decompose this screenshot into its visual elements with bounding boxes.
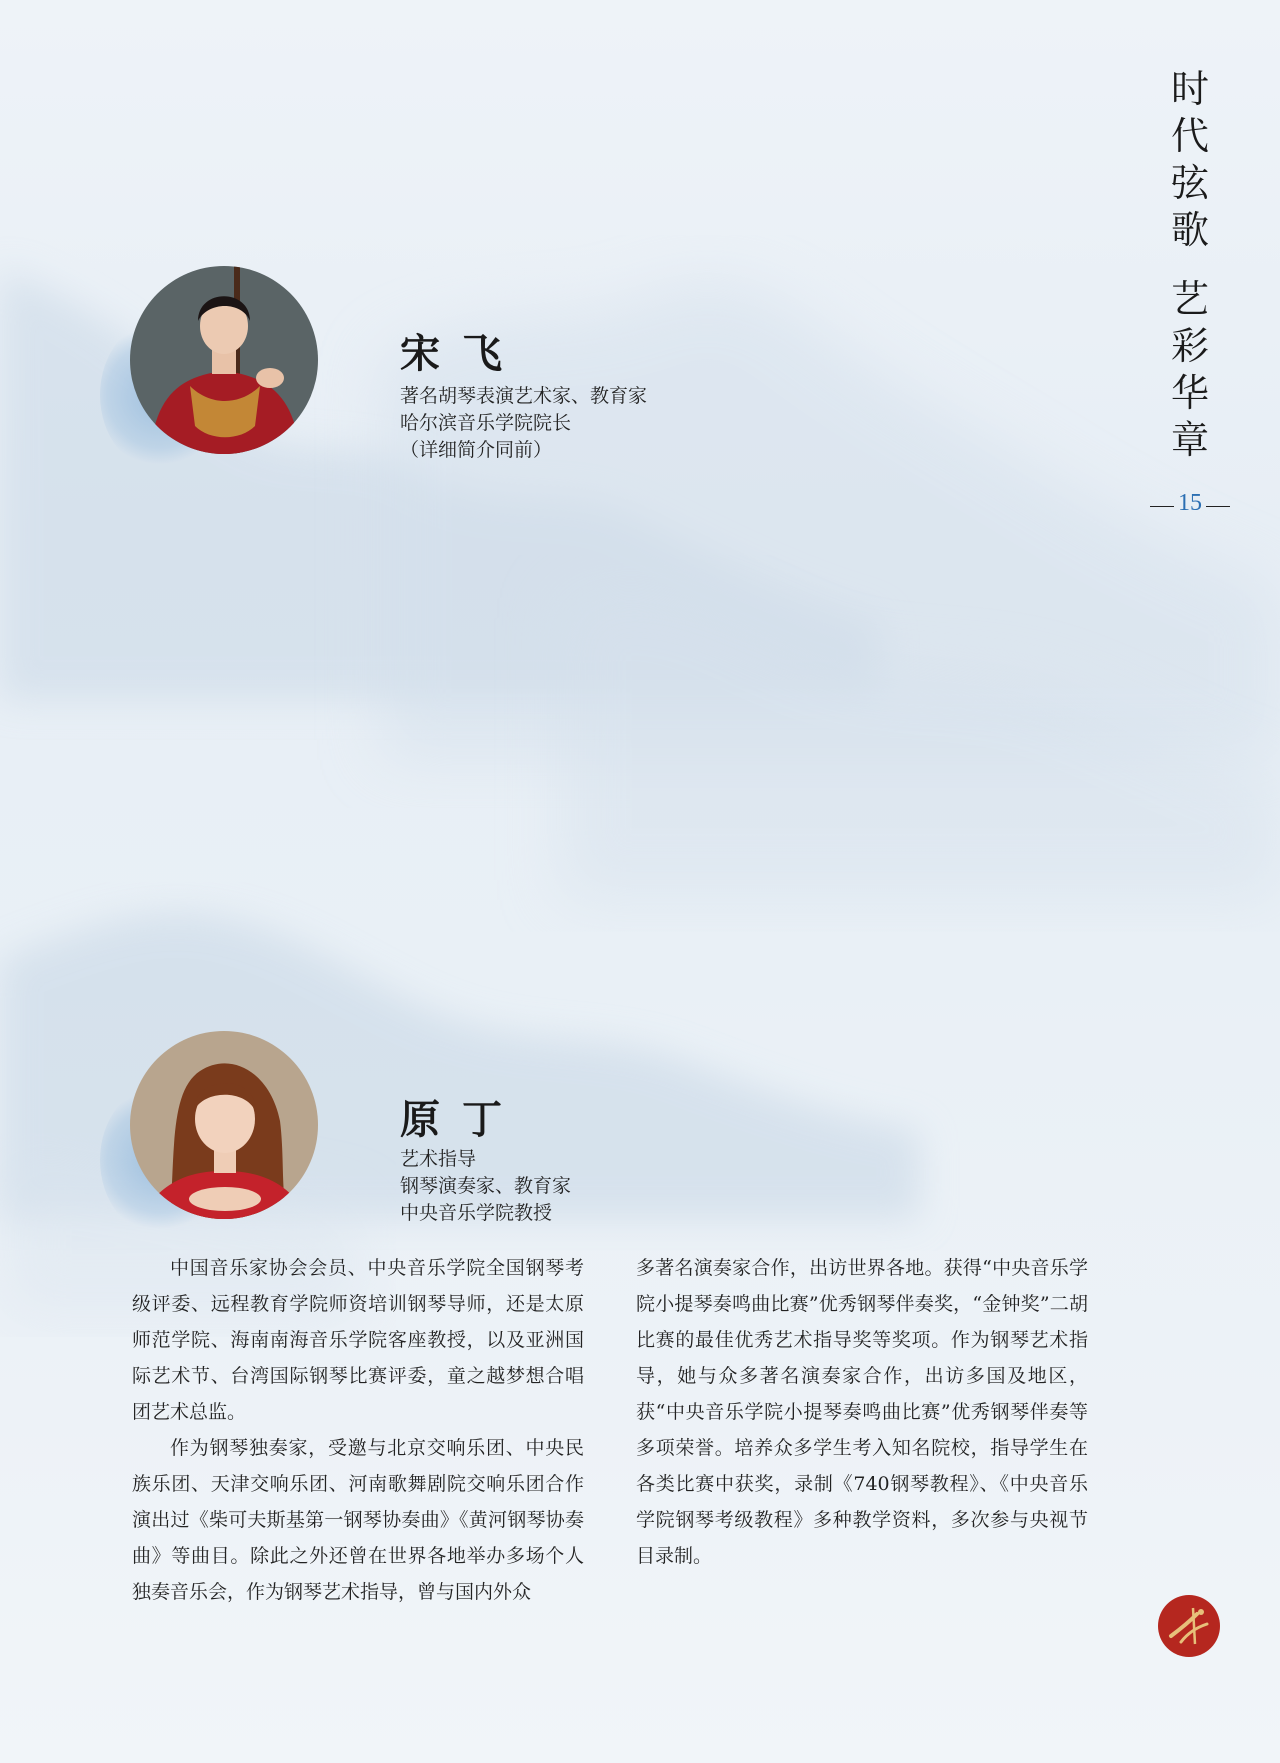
portrait-yuan-ding — [130, 1031, 318, 1219]
vertical-title-char: 歌 — [1170, 208, 1209, 252]
person-info-line: 艺术指导 — [400, 1148, 477, 1170]
bio-paragraph: 多著名演奏家合作，出访世界各地。获得“中央音乐学院小提琴奏鸣曲比赛”优秀钢琴伴奏奖，“金钟奖”二胡比赛的最佳优秀艺术指导奖等奖项。作为钢琴艺术指导，她与众多著名演奏家合作，出访多国及地区，获“中央音乐学院小提琴奏鸣曲比赛”优秀钢琴伴奏等多项荣誉。培养众多学生考入知名院校，指导学生在各类比赛中获奖，录制《740钢琴教程》、《中央音乐学院钢琴考级教程》多种教学资料，多次参与央视节目录制。 — [636, 1257, 1088, 1567]
person-info — [400, 383, 647, 464]
person-name: 原丁 — [400, 1096, 524, 1143]
person-info-line: 中央音乐学院教授 — [400, 1202, 553, 1224]
bio-column-right — [636, 1250, 1088, 1574]
person-info — [400, 1146, 571, 1227]
person-info-line: 钢琴演奏家、教育家 — [400, 1175, 572, 1197]
bio-paragraph: 作为钢琴独奏家，受邀与北京交响乐团、中央民族乐团、天津交响乐团、河南歌舞剧院交响乐团合作演出过《柴可夫斯基第一钢琴协奏曲》《黄河钢琴协奏曲》等曲目。除此之外还曾在世界各地举办多场个人独奏音乐会，作为钢琴艺术指导，曾与国内外众 — [132, 1437, 584, 1603]
bio-paragraph: 中国音乐家协会会员、中央音乐学院全国钢琴考级评委、远程教育学院师资培训钢琴导师，还是太原师范学院、海南南海音乐学院客座教授，以及亚洲国际艺术节、台湾国际钢琴比赛评委，童之越梦想合唱团艺术总监。 — [132, 1257, 584, 1423]
person-info-line: 哈尔滨音乐学院院长 — [400, 412, 572, 434]
vertical-title-line-2 — [1158, 276, 1222, 464]
vertical-title-char: 艺 — [1170, 277, 1209, 321]
vertical-title-char: 弦 — [1170, 161, 1209, 205]
page-number-text: 15 — [1178, 490, 1202, 516]
person-name: 宋飞 — [400, 330, 524, 377]
bio-column-left — [132, 1250, 584, 1610]
person-info-line: 著名胡琴表演艺术家、教育家 — [400, 385, 648, 407]
vertical-title-char: 代 — [1170, 114, 1209, 158]
vertical-title-line-1 — [1158, 66, 1222, 254]
vertical-title — [1158, 66, 1222, 464]
vertical-title-char: 时 — [1170, 67, 1209, 111]
person-info-line: （详细简介同前） — [400, 439, 553, 461]
decorative-red-seal-icon — [1157, 1594, 1221, 1658]
vertical-title-char: 彩 — [1170, 324, 1209, 368]
vertical-title-char: 华 — [1170, 371, 1209, 415]
vertical-title-char: 章 — [1170, 418, 1209, 462]
portrait-song-fei — [130, 266, 318, 454]
page-number — [1148, 490, 1232, 522]
